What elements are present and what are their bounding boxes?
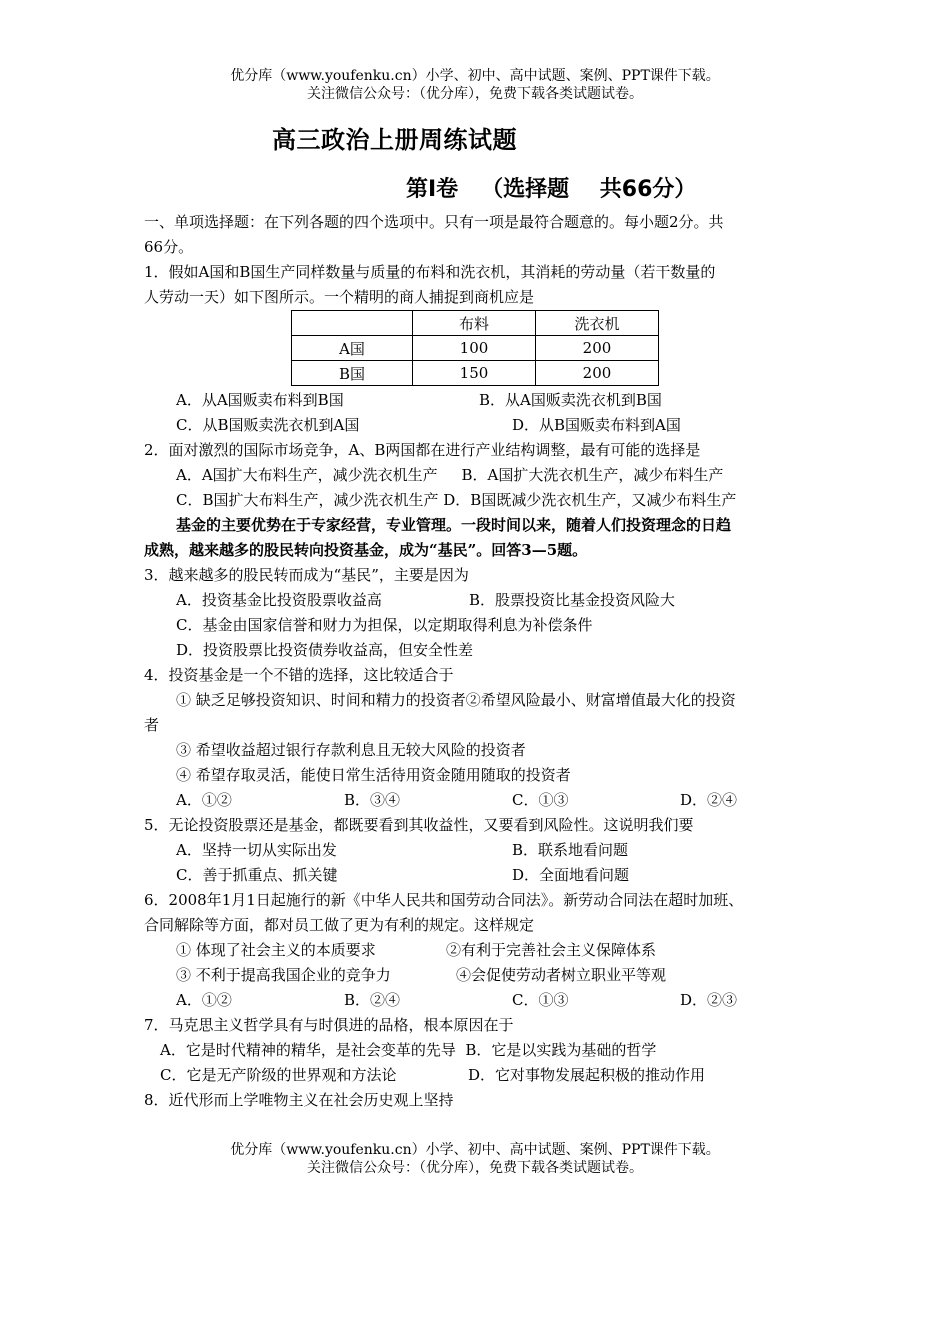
table-row xyxy=(292,361,659,386)
q6-option-a: A．①② xyxy=(176,991,232,1009)
q4-item-1: ① 缺乏足够投资知识、时间和精力的投资者②希望风险最小、财富增值最大化的投资 xyxy=(176,691,736,709)
q5-option-a: A．坚持一切从实际出发 xyxy=(176,841,337,859)
q4-item-1-cont: 者 xyxy=(144,716,160,734)
q6-item-1: ① 体现了社会主义的本质要求 xyxy=(176,941,376,959)
q7-option-d: D．它对事物发展起积极的推动作用 xyxy=(468,1066,706,1084)
table-cell: 200 xyxy=(536,336,659,361)
table-header-cell: 布料 xyxy=(413,311,536,336)
table-header-cell xyxy=(292,311,413,336)
section-instruction-1: 一、单项选择题：在下列各题的四个选项中。只有一项是最符合题意的。每小题2分。共 xyxy=(144,213,724,231)
q1-stem-1: 1．假如A国和B国生产同样数量与质量的布料和洗衣机，其消耗的劳动量（若干数量的 xyxy=(144,263,716,281)
table-cell: 200 xyxy=(536,361,659,386)
material-line-2: 成熟，越来越多的股民转向投资基金，成为“基民”。回答3—5题。 xyxy=(144,541,588,559)
q1-option-d: D．从B国贩卖布料到A国 xyxy=(512,416,681,434)
q7-options-ab: A．它是时代精神的精华，是社会变革的先导 B．它是以实践为基础的哲学 xyxy=(160,1041,657,1059)
q5-stem: 5．无论投资股票还是基金，都既要看到其收益性，又要看到风险性。这说明我们要 xyxy=(144,816,694,834)
q4-item-4: ④ 希望存取灵活，能使日常生活待用资金随用随取的投资者 xyxy=(176,766,571,784)
q6-item-2: ②有利于完善社会主义保障体系 xyxy=(446,941,657,959)
q4-item-3: ③ 希望收益超过银行存款利息且无较大风险的投资者 xyxy=(176,741,526,759)
q2-stem: 2．面对激烈的国际市场竞争，A、B两国都在进行产业结构调整，最有可能的选择是 xyxy=(144,441,701,459)
q2-options-ab: A．A国扩大布料生产，减少洗衣机生产 B．A国扩大洗衣机生产，减少布料生产 xyxy=(176,466,724,484)
q6-option-b: B．②④ xyxy=(344,991,401,1009)
page-title: 高三政治上册周练试题 xyxy=(272,126,517,154)
q3-option-d: D．投资股票比投资债券收益高，但安全性差 xyxy=(176,641,474,659)
q1-option-b: B．从A国贩卖洗衣机到B国 xyxy=(479,391,662,409)
table-cell: 150 xyxy=(413,361,536,386)
q6-option-d: D．②③ xyxy=(680,991,738,1009)
q4-option-d: D．②④ xyxy=(680,791,738,809)
header-line-1: 优分库（www.youfenku.cn）小学、初中、高中试题、案例、PPT课件下载。 xyxy=(230,68,720,84)
q3-stem: 3．越来越多的股民转而成为“基民”，主要是因为 xyxy=(144,566,469,584)
q3-option-a: A．投资基金比投资股票收益高 xyxy=(176,591,382,609)
q4-option-b: B．③④ xyxy=(344,791,401,809)
header-line-2: 关注微信公众号：（优分库），免费下载各类试题试卷。 xyxy=(307,86,643,102)
table-header-cell: 洗衣机 xyxy=(536,311,659,336)
q1-option-c: C．从B国贩卖洗衣机到A国 xyxy=(176,416,360,434)
q8-stem: 8．近代形而上学唯物主义在社会历史观上坚持 xyxy=(144,1091,454,1109)
q7-option-c: C．它是无产阶级的世界观和方法论 xyxy=(160,1066,397,1084)
labor-table xyxy=(291,310,659,386)
footer-line-1: 优分库（www.youfenku.cn）小学、初中、高中试题、案例、PPT课件下载。 xyxy=(230,1142,720,1158)
table-row xyxy=(292,336,659,361)
table-cell: A国 xyxy=(292,336,413,361)
q6-stem-2: 合同解除等方面，都对员工做了更为有利的规定。这样规定 xyxy=(144,916,535,934)
q6-item-4: ④会促使劳动者树立职业平等观 xyxy=(456,966,667,984)
table-cell: 100 xyxy=(413,336,536,361)
material-line-1: 基金的主要优势在于专家经营，专业管理。一段时间以来，随着人们投资理念的日趋 xyxy=(176,516,732,534)
q6-option-c: C．①③ xyxy=(512,991,569,1009)
q2-options-cd: C．B国扩大布料生产，减少洗衣机生产 D．B国既减少洗衣机生产，又减少布料生产 xyxy=(176,491,737,509)
table-cell: B国 xyxy=(292,361,413,386)
q4-option-c: C．①③ xyxy=(512,791,569,809)
q7-stem: 7．马克思主义哲学具有与时俱进的品格，根本原因在于 xyxy=(144,1016,514,1034)
q5-option-b: B．联系地看问题 xyxy=(512,841,629,859)
section-instruction-2: 66分。 xyxy=(144,238,194,256)
q3-option-b: B．股票投资比基金投资风险大 xyxy=(469,591,676,609)
q5-option-d: D．全面地看问题 xyxy=(512,866,630,884)
footer-line-2: 关注微信公众号：（优分库），免费下载各类试题试卷。 xyxy=(307,1160,643,1176)
q6-item-3: ③ 不利于提高我国企业的竞争力 xyxy=(176,966,391,984)
table-header-row xyxy=(292,311,659,336)
q4-stem: 4．投资基金是一个不错的选择，这比较适合于 xyxy=(144,666,454,684)
section-subtitle: 第Ⅰ卷 （选择题 共66分） xyxy=(406,177,697,202)
q1-option-a: A．从A国贩卖布料到B国 xyxy=(176,391,344,409)
q6-stem-1: 6．2008年1月1日起施行的新《中华人民共和国劳动合同法》。新劳动合同法在超时加班、 xyxy=(144,891,744,909)
q4-option-a: A．①② xyxy=(176,791,232,809)
q3-option-c: C．基金由国家信誉和财力为担保，以定期取得利息为补偿条件 xyxy=(176,616,593,634)
q5-option-c: C．善于抓重点、抓关键 xyxy=(176,866,338,884)
q1-stem-2: 人劳动一天）如下图所示。一个精明的商人捕捉到商机应是 xyxy=(144,288,535,306)
